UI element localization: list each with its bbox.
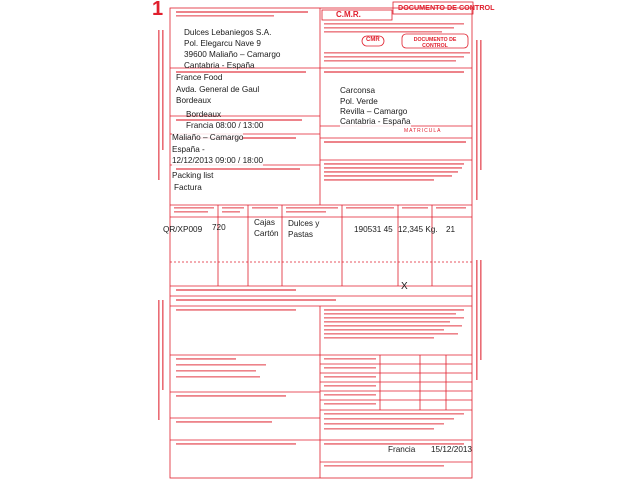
goods-packages: 720 <box>212 223 226 232</box>
carrier-line-1: Carconsa <box>340 86 376 95</box>
goods-volume: 21 <box>446 225 456 234</box>
carrier-line-2: Pol. Verde <box>340 97 378 106</box>
goods-stat-number: 190531 45 <box>354 225 393 234</box>
consignee-line-1: France Food <box>176 73 223 82</box>
carrier-line-3: Revilla – Camargo <box>340 107 408 116</box>
goods-packing-line-1: Cajas <box>254 218 275 227</box>
documents-line-2: Factura <box>174 183 202 192</box>
cmr-stamp: CMR <box>366 37 380 43</box>
delivery-country-time: Francia 08:00 / 13:00 <box>186 121 264 130</box>
instruction-mark: X <box>401 281 408 292</box>
goods-marks: QR/XP009 <box>163 225 203 234</box>
delivery-city: Bordeaux <box>186 110 222 119</box>
goods-packing-line-2: Cartón <box>254 229 279 238</box>
goods-nature-line-1: Dulces y <box>288 219 320 228</box>
form-number: 1 <box>152 0 164 20</box>
cmr-title: C.M.R. <box>336 10 361 19</box>
documents-line-1: Packing list <box>172 171 214 180</box>
goods-gross-weight: 12,345 Kg. <box>398 225 438 234</box>
consignee-line-2: Avda. General de Gaul <box>176 85 260 94</box>
sender-line-2: Pol. Elegarcu Nave 9 <box>184 39 261 48</box>
goods-nature-line-2: Pastas <box>288 230 314 239</box>
consignee-line-3: Bordeaux <box>176 96 212 105</box>
plate-label: MATRICULA <box>404 128 442 134</box>
control-stamp: DOCUMENTO DE CONTROL <box>413 37 457 49</box>
established-date: 15/12/2013 <box>431 445 472 454</box>
sender-line-3: 39600 Maliaño – Camargo <box>184 50 281 59</box>
carrier-line-4: Cantabria - España <box>340 117 411 126</box>
sender-line-1: Dulces Lebaniegos S.A. <box>184 28 272 37</box>
loading-date-time: 12/12/2013 09:00 / 18:00 <box>172 156 264 165</box>
loading-country: España - <box>172 145 205 154</box>
document-title: DOCUMENTO DE CONTROL <box>398 3 495 12</box>
established-place: Francia <box>388 445 416 454</box>
loading-place: Maliaño – Camargo <box>172 133 244 142</box>
sender-line-4: Cantabria - España <box>184 61 255 70</box>
